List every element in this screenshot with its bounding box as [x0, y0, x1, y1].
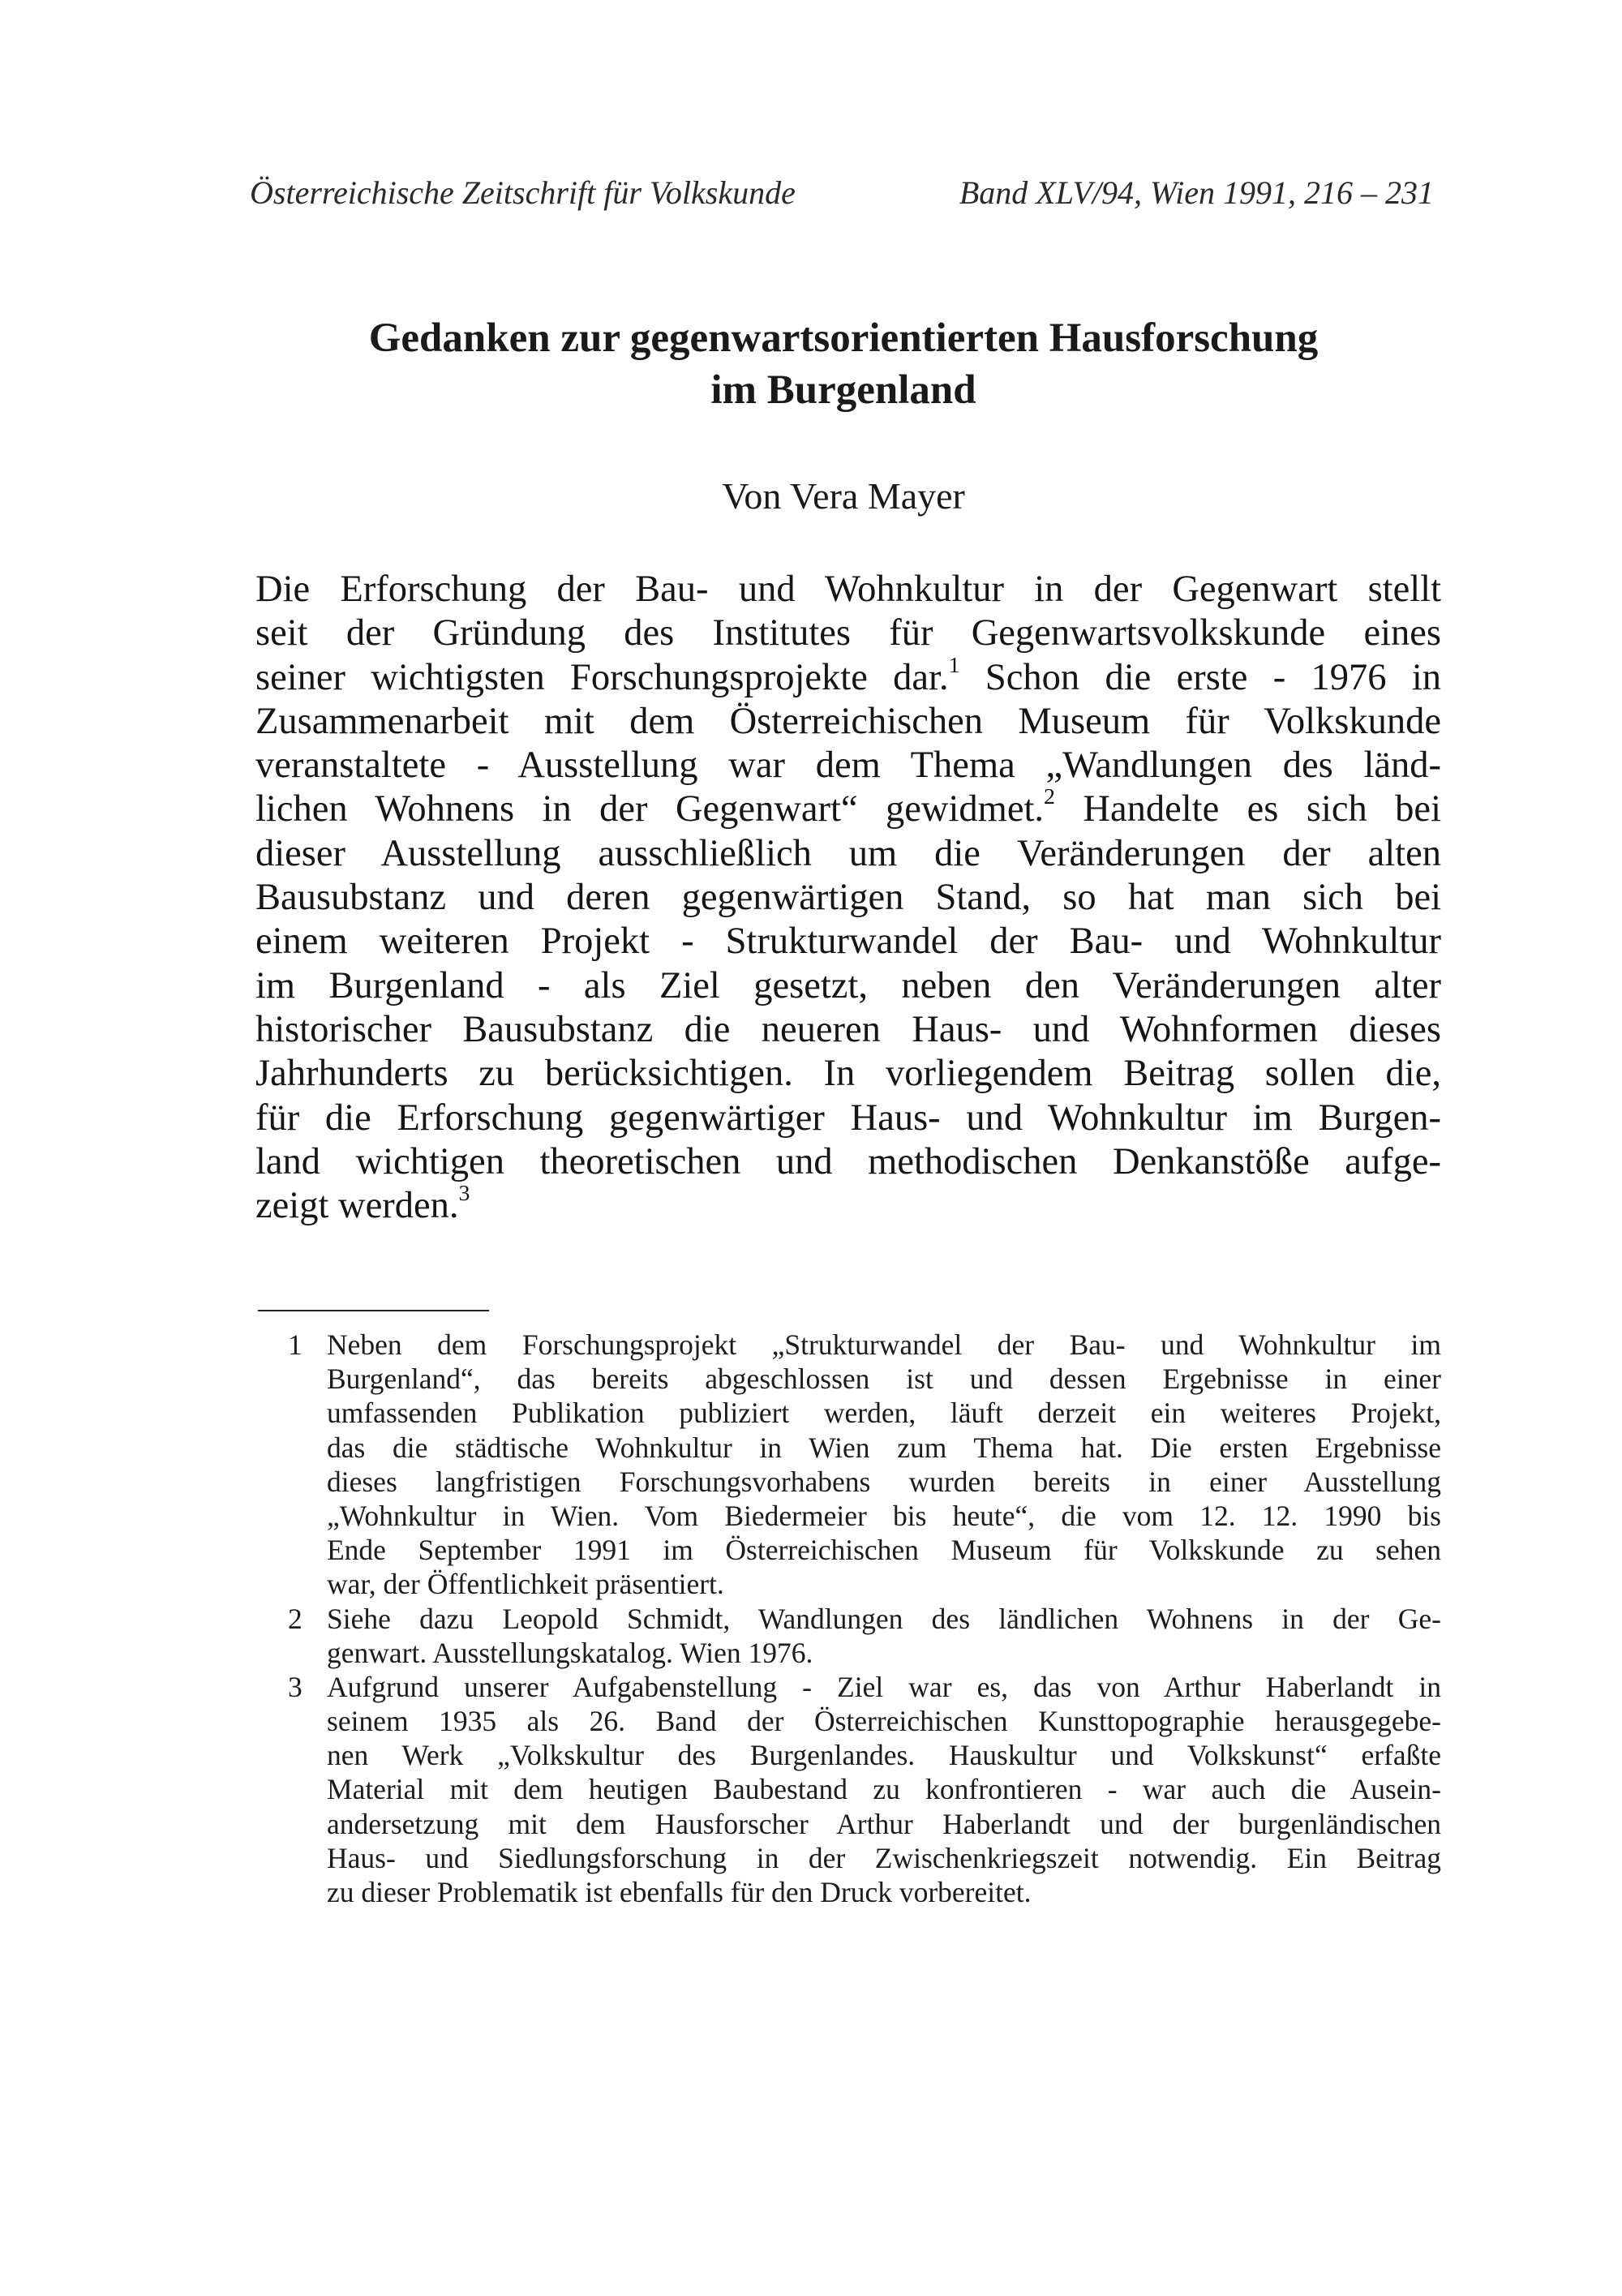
abstract-paragraph [255, 568, 1441, 1228]
footnote-line: andersetzung mit dem Hausforscher Arthur Haberlandt und der burgenländischen [327, 1807, 1441, 1840]
abstract-line [255, 784, 1441, 831]
footnote-line: das die städtische Wohnkultur in Wien zum Thema hat. Die ersten Ergebnisse [327, 1431, 1441, 1464]
footnote-line: war, der Öffentlichkeit präsentiert. [327, 1568, 724, 1601]
abstract-line-text: seiner wichtigsten Forschungsprojekte dar. [255, 656, 949, 698]
abstract-line: für die Erforschung gegenwärtiger Haus- und Wohnkultur im Burgen- [255, 1097, 1441, 1139]
journal-name: Österreichische Zeitschrift für Volkskunde [250, 174, 796, 211]
abstract-line: seit der Gründung des Institutes für Gegenwartsvolkskunde eines [255, 612, 1441, 654]
footnote-ref-3[interactable]: 3 [458, 1181, 470, 1207]
abstract-line: Zusammenarbeit mit dem Österreichischen Museum für Volkskunde [255, 700, 1441, 742]
abstract-line: einem weiteren Projekt - Strukturwandel der Bau- und Wohnkultur [255, 921, 1441, 963]
footnote-line: „Wohnkultur in Wien. Vom Biedermeier bis heute“, die vom 12. 12. 1990 bis [327, 1499, 1441, 1532]
footnotes [288, 1328, 1441, 1909]
abstract-line-text: Schon die erste - 1976 in [959, 656, 1442, 698]
abstract-line [255, 652, 1442, 700]
abstract-line: land wichtigen theoretischen und methodischen Denkanstöße aufge- [255, 1140, 1441, 1182]
footnote-line: Material mit dem heutigen Baubestand zu konfrontieren - war auch die Ausein- [327, 1773, 1441, 1806]
footnote-line: umfassenden Publikation publiziert werden, läuft derzeit ein weiteres Projekt, [327, 1397, 1441, 1430]
footnote-number: 2 [288, 1602, 303, 1635]
abstract-line [255, 1181, 1441, 1228]
abstract-line: dieser Ausstellung ausschließlich um die Veränderungen der alten [255, 832, 1441, 874]
footnote-2 [288, 1602, 1441, 1670]
footnote-separator [258, 1310, 489, 1311]
footnote-line: zu dieser Problematik ist ebenfalls für den Druck vorbereitet. [327, 1876, 1032, 1908]
article-title-line-2: im Burgenland [710, 367, 976, 413]
footnote-line: Siehe dazu Leopold Schmidt, Wandlungen des ländlichen Wohnens in der Ge- [327, 1602, 1441, 1635]
footnote-line: genwart. Ausstellungskatalog. Wien 1976. [327, 1636, 813, 1669]
abstract-line-text: Handelte es sich bei [1054, 788, 1441, 830]
footnote-line: Haus- und Siedlungsforschung in der Zwischenkriegszeit notwendig. Ein Beitrag [327, 1841, 1441, 1874]
article-title [243, 312, 1444, 416]
footnote-line: Aufgrund unserer Aufgabenstellung - Ziel war es, das von Arthur Haberlandt in [327, 1670, 1441, 1703]
abstract-line: Jahrhunderts zu berücksichtigen. In vorliegendem Beitrag sollen die, [255, 1053, 1441, 1095]
footnote-line: Neben dem Forschungsprojekt „Strukturwandel der Bau- und Wohnkultur im [327, 1328, 1441, 1361]
footnote-line: nen Werk „Volkskultur des Burgenlandes. Hauskultur und Volkskunst“ erfaßte [327, 1739, 1441, 1772]
footnote-number: 3 [288, 1670, 303, 1703]
footnote-line: Burgenland“, das bereits abgeschlossen ist und dessen Ergebnisse in einer [327, 1363, 1441, 1396]
footnote-line: seinem 1935 als 26. Band der Österreichischen Kunsttopographie herausgegebe- [327, 1705, 1441, 1738]
abstract-line: historischer Bausubstanz die neueren Haus- und Wohnformen dieses [255, 1008, 1441, 1050]
footnote-line: Ende September 1991 im Österreichischen Museum für Volkskunde zu sehen [327, 1534, 1441, 1567]
footnote-ref-2[interactable]: 2 [1044, 784, 1055, 810]
abstract-line: Die Erforschung der Bau- und Wohnkultur in der Gegenwart stellt [255, 569, 1441, 610]
footnote-number: 1 [288, 1328, 303, 1361]
abstract-line-text: lichen Wohnens in der Gegenwart“ gewidmet. [255, 788, 1045, 830]
abstract-line: veranstaltete - Ausstellung war dem Thema „Wandlungen des länd- [255, 745, 1441, 787]
footnote-ref-1[interactable]: 1 [948, 652, 960, 678]
abstract-line: Bausubstanz und deren gegenwärtigen Stand, so hat man sich bei [255, 877, 1441, 919]
abstract-line: im Burgenland - als Ziel gesetzt, neben den Veränderungen alter [255, 964, 1441, 1006]
author-byline: Von Vera Mayer [722, 475, 965, 517]
article-title-line-1: Gedanken zur gegenwartsorientierten Hausforschung [368, 315, 1319, 361]
footnote-3 [288, 1670, 1441, 1909]
footnote-line: dieses langfristigen Forschungsvorhabens wurden bereits in einer Ausstellung [327, 1465, 1441, 1498]
footnote-1 [288, 1328, 1441, 1602]
abstract-line-text: zeigt werden. [255, 1185, 459, 1227]
volume-info: Band XLV/94, Wien 1991, 216 – 231 [959, 174, 1434, 211]
